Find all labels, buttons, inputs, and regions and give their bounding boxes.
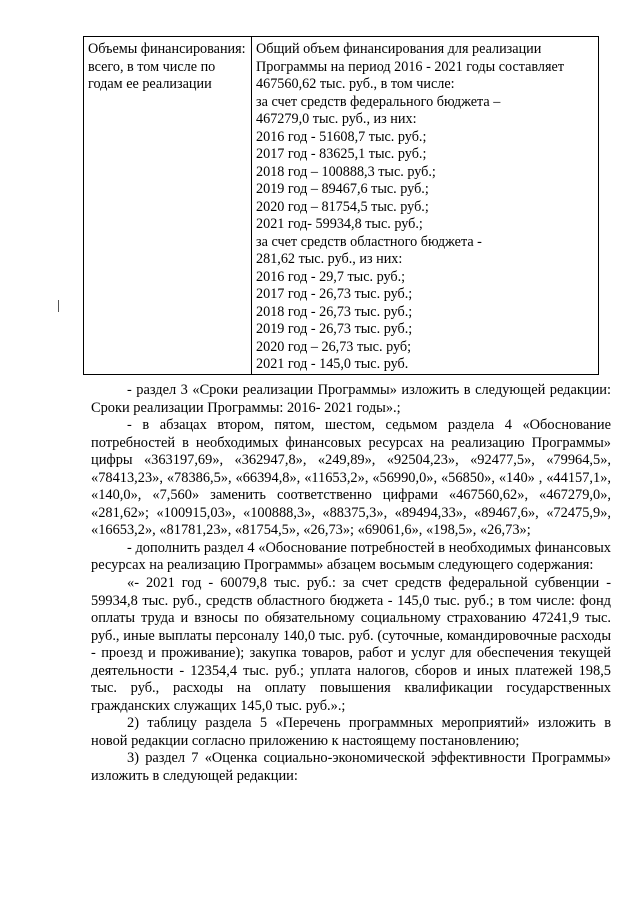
paragraph-section-4-addition: - дополнить раздел 4 «Обоснование потребностей в необходимых финансовых ресурсах на реализацию Программы» абзацем восьмым следующего содержания: (91, 539, 611, 574)
table-line: 2016 год - 51608,7 тыс. руб.; (256, 128, 427, 145)
paragraph-quote-2021: «- 2021 год - 60079,8 тыс. руб.: за счет средств федеральной субвенции - 59934,8 тыс. руб., средств областного бюджета - 145,0 тыс. руб.; в том числе: фонд оплаты труда и взносы по обязательному социальному страхованию 47241,9 тыс. руб., иные выплаты персоналу 140,0 тыс. руб. (суточные, командировочные расходы - проезд и проживание); закупка товаров, работ и услуг для обеспечения текущей деятельности - 12354,4 тыс. руб.; уплата налогов, сборов и иных платежей 198,5 тыс. руб., расходы на оплату повышения квалификации государственных гражданских служащих 145,0 тыс. руб.».; (91, 575, 611, 714)
table-line: 2021 год - 145,0 тыс. руб. (256, 356, 409, 372)
table-right-cell (252, 37, 598, 374)
table-left-cell: Объемы финансирования: всего, в том числе по годам ее реализации (84, 37, 252, 374)
paragraph-item-3: 3) раздел 7 «Оценка социально-экономической эффективности Программы» изложить в следующей редакции: (91, 750, 611, 785)
table-line: 2018 год – 100888,3 тыс. руб.; (256, 163, 436, 180)
table-line: 467560,62 тыс. руб., в том числе: (256, 76, 455, 92)
table-line: 467279,0 тыс. руб., из них: (256, 111, 417, 127)
table-line: 2016 год - 29,7 тыс. руб.; (256, 268, 406, 285)
table-line: за счет средств областного бюджета - (256, 233, 482, 250)
scan-mark (58, 300, 59, 312)
table-line: 2021 год- 59934,8 тыс. руб.; (256, 216, 423, 232)
table-line: 2017 год - 26,73 тыс. руб.; (256, 286, 413, 302)
paragraph-item-2: 2) таблицу раздела 5 «Перечень программных мероприятий» изложить в новой редакции согласно приложению к настоящему постановлению; (91, 715, 611, 749)
document-body (91, 382, 611, 786)
paragraph-section-4-numbers: - в абзацах втором, пятом, шестом, седьмом раздела 4 «Обоснование потребностей в необходимых финансовых ресурсах на реализацию Программы» цифры «363197,69», «362947,8», «249,89», «92504,23», «92477,5», «79964,5», «78413,23», «78386,5», «66394,8», «11653,2», «56990,0», «56850», «140» , «44157,1», «140,0», «7,560» заменить соответственно цифрами «467560,62», «467279,0», «281,62»; «100915,03», «100888,3», «88375,3», «89494,33», «89467,6», «72475,9», «16653,2», «81781,23», «81754,5», «26,73»; «69061,6», «198,5», «26,73»; (91, 417, 611, 539)
financing-table (83, 36, 599, 375)
table-line: за счет средств федерального бюджета – (256, 93, 501, 110)
table-line: 281,62 тыс. руб., из них: (256, 251, 403, 267)
table-line: 2020 год – 81754,5 тыс. руб.; (256, 198, 429, 215)
table-line: 2019 год - 26,73 тыс. руб.; (256, 321, 413, 337)
table-line: 2017 год - 83625,1 тыс. руб.; (256, 146, 427, 162)
table-line: 2020 год – 26,73 тыс. руб; (256, 338, 412, 355)
table-line: 2019 год – 89467,6 тыс. руб.; (256, 181, 429, 197)
table-line: Общий объем финансирования для реализации (256, 41, 542, 57)
table-line: 2018 год - 26,73 тыс. руб.; (256, 303, 413, 320)
table-line: Программы на период 2016 - 2021 годы составляет (256, 58, 565, 75)
paragraph-section-3: - раздел 3 «Сроки реализации Программы» изложить в следующей редакции: Сроки реализации Программы: 2016- 2021 годы».; (91, 382, 611, 416)
